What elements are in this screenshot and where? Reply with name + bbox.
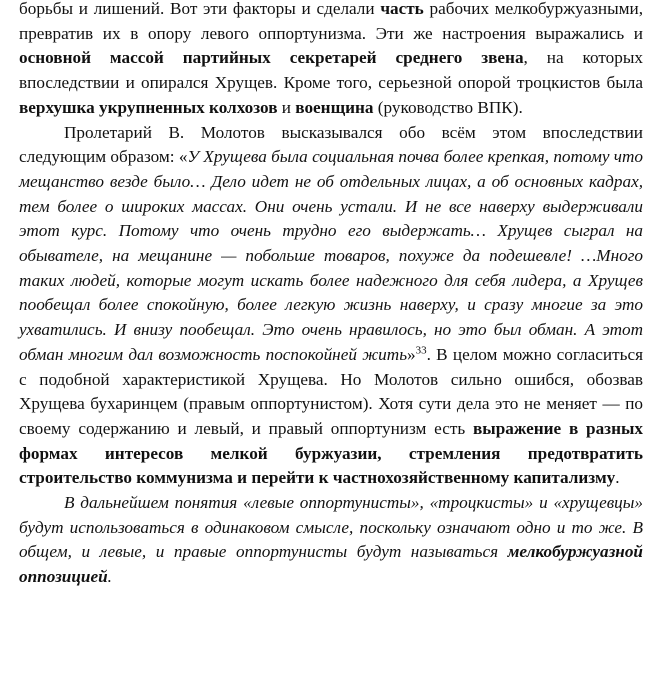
bold-text: военщина — [295, 97, 374, 117]
text: и — [277, 97, 296, 117]
bold-text: часть — [380, 0, 424, 18]
footnote-ref[interactable]: 33 — [415, 344, 427, 357]
paragraph-2 — [19, 121, 643, 492]
bold-text: выражение в разных формах интересов мелкой буржуазии, стремления предотвратить строительство коммунизма и перейти к частнохозяйственному капитализму — [19, 418, 643, 488]
text: рабочих мелкобуржуазными, превратив их в опору левого оппортунизма. Эти же настроения выражались и — [19, 0, 643, 43]
bold-italic-text: мелкобуржуазной оппозицией — [19, 542, 643, 587]
text: , на которых впоследствии и опирался Хрущев. Кроме того, серьезной опорой троцкистов была — [19, 48, 643, 93]
italic-text: В дальнейшем понятия «левые оппортунисты», «троцкисты» и «хрущевцы» будут использоваться в одинаковом смысле, поскольку означают одно и то же. В общем, и левые, и правые оппортунисты будут называться — [19, 493, 643, 562]
italic-text: . — [107, 567, 112, 587]
text: . — [615, 468, 620, 488]
text: борьбы и лишений. Вот эти факторы и сделали — [19, 0, 381, 18]
text: (руководство ВПК). — [373, 97, 523, 117]
bold-text: основной массой партийных секретарей среднего звена — [19, 48, 524, 68]
text: . В целом можно согласиться с подобной характеристикой Хрущева. Но Молотов сильно ошибся, обозвав Хрущева бухаринцем (правым оппортунистом). Хотя сути дела это не меняет — по своему содержанию и левый, и правый оппортунизм есть — [19, 344, 643, 438]
text: » — [407, 344, 416, 364]
italic-quote: У Хрущева была социальная почва более крепкая, потому что мещанство везде было… Дело идет не об отдельных лицах, а об основных кадрах, тем более о широких массах. Они очень устали. И не все наверху выдерживали этот курс. Потому что очень трудно его выдержать… Хрущев сыграл на обывателе, на мещанине — побольше товаров, похуже да подешевле! …Много таких людей, которые могут искать более надежного для себя лидера, а Хрущев пообещал более спокойную, более легкую жизнь наверху, и сразу многие за это ухватились. И внизу пообещал. Это очень нравилось, но это был обман. А этот обман многим дал возможность поспокойней жить — [19, 147, 643, 364]
paragraph-3 — [19, 491, 643, 590]
bold-text: верхушка укрупненных колхозов — [19, 97, 278, 117]
text: Пролетарий В. Молотов высказывался обо всём этом впоследствии следующим образом: « — [19, 122, 643, 167]
paragraph-1 — [19, 0, 643, 121]
